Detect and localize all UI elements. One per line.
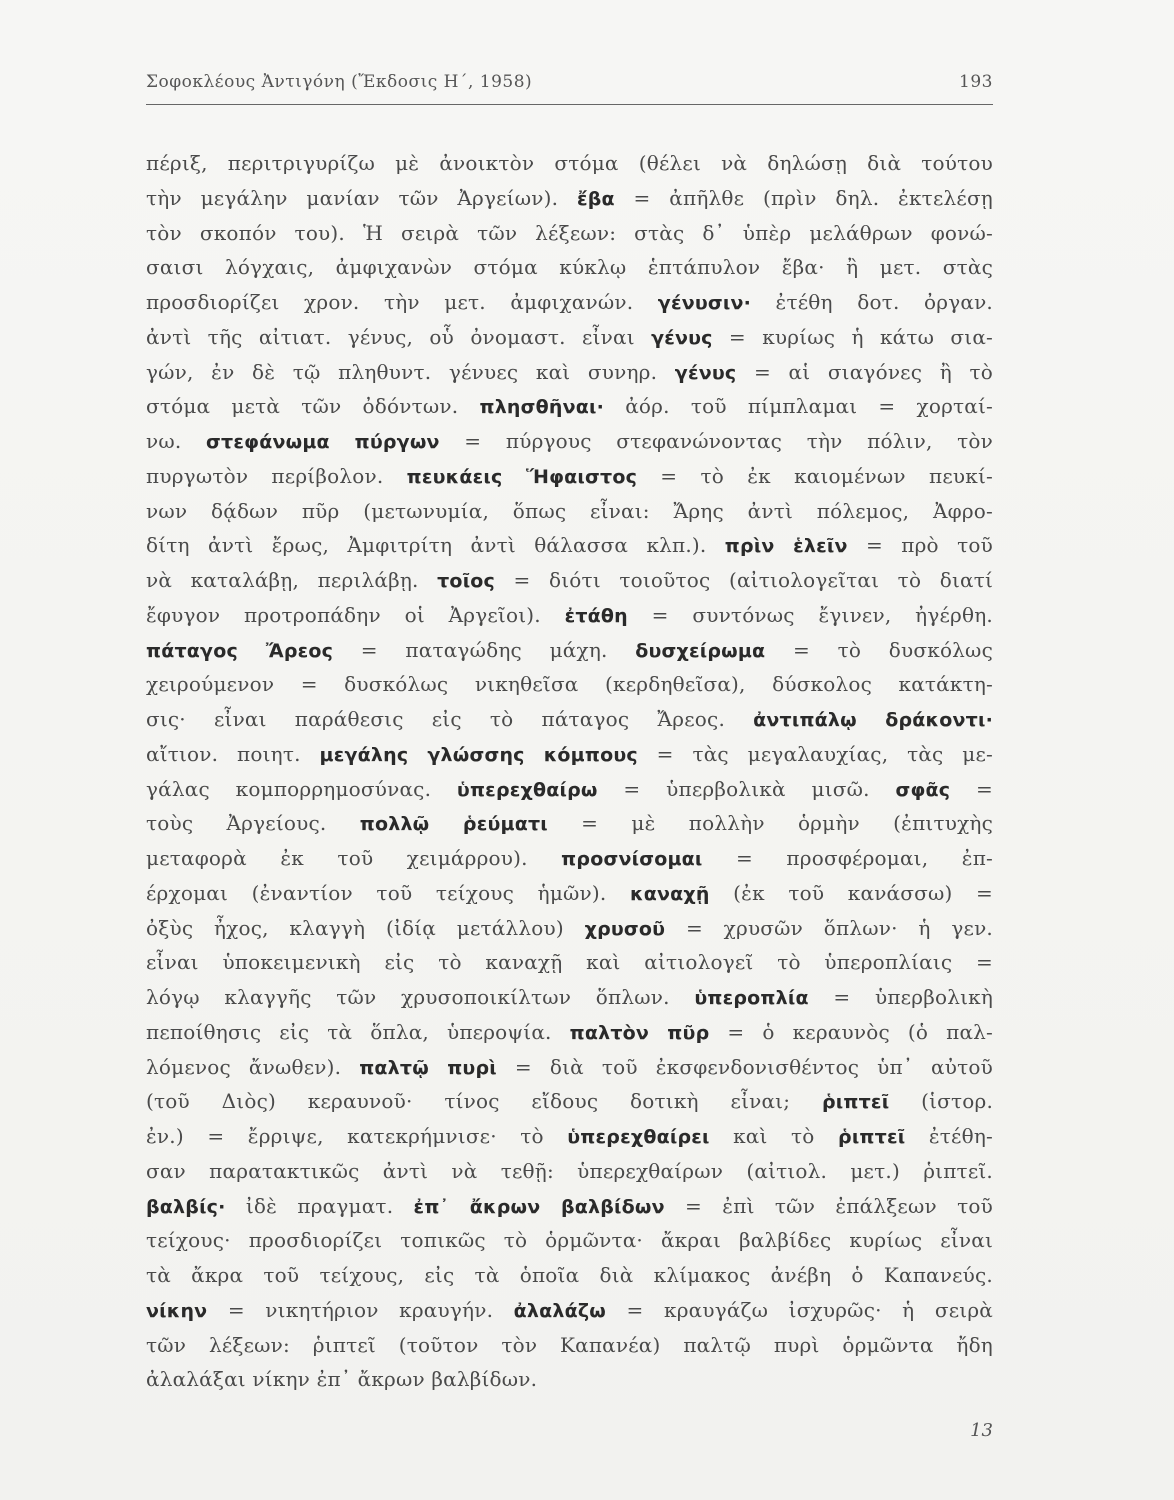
lemma-headword: νίκην [146, 1299, 208, 1322]
lemma-headword: πολλῷ ῥεύματι [359, 813, 548, 836]
lemma-headword: πρὶν ἑλεῖν [724, 535, 848, 558]
gloss-text: προσδιορίζει χρον. τὴν μετ. ἀμφιχανών. [146, 290, 658, 314]
text-line [146, 772, 993, 807]
text-line [146, 459, 993, 494]
text-line [146, 563, 993, 598]
gloss-text: ἐτέθη δοτ. ὀργαν. [751, 290, 993, 314]
gloss-text: = ὑπερβολικὴ [808, 985, 993, 1009]
text-line [146, 528, 993, 563]
lemma-headword: ἐπ᾽ ἄκρων βαλβίδων [413, 1195, 665, 1218]
gloss-text: έρχομαι (ἐναντίον τοῦ τείχους ἡμῶν). [146, 880, 631, 905]
gloss-text: = ὑπερβολικὰ μισῶ. [597, 776, 896, 801]
text-line [146, 216, 993, 251]
gloss-text: γάλας κομπορρημοσύνας. [146, 776, 457, 801]
gloss-text: εἶναι ὑποκειμενικὴ εἰς τὸ καναχῇ καὶ αἰτιολογεῖ τὸ ὑπεροπλίαις = [146, 950, 993, 975]
gloss-text: χειρούμενον = δυσκόλως νικηθεῖσα (κερδηθεῖσα), δύσκολος κατάκτη- [146, 672, 993, 697]
gloss-text: = τὸ ἐκ καιομένων πευκί- [637, 463, 993, 488]
text-line [146, 146, 993, 181]
gloss-text: = χρυσῶν ὅπλων· ἡ γεν. [665, 915, 993, 940]
gloss-text: σαισι λόγχαις, ἀμφιχανὼν στόμα κύκλῳ ἑπτάπυλον ἔβα· ἢ μετ. στὰς [146, 255, 993, 280]
gloss-text: σις· εἶναι παράθεσις εἰς τὸ πάταγος Ἄρεος. [146, 707, 754, 731]
lemma-headword: ῥιπτεῖ [838, 1126, 906, 1148]
gloss-text: = ὁ κεραυνὸς (ὁ παλ- [709, 1019, 993, 1044]
text-line [146, 1328, 993, 1363]
page-header [146, 72, 993, 92]
gloss-text: = κυρίως ἡ κάτω σια- [712, 324, 993, 349]
text-line [146, 389, 993, 424]
lemma-headword: ἀλαλάζω [513, 1299, 607, 1322]
gloss-text: = πρὸ τοῦ [847, 533, 993, 558]
gloss-text: = ἀπῆλθε (πρὶν δηλ. ἐκτελέσῃ [614, 185, 993, 210]
lemma-headword: μεγάλης γλώσσης κόμπους [319, 743, 638, 766]
gloss-text: = τὸ δυσκόλως [765, 637, 993, 662]
gloss-text: πεποίθησις εἰς τὰ ὅπλα, ὑπεροψία. [146, 1019, 570, 1044]
gloss-text: τὸν σκοπόν του). Ἡ σειρὰ τῶν λέξεων: στὰς δ᾽ ὑπὲρ μελάθρων φονώ- [146, 220, 993, 245]
gloss-text: πέριξ, περιτριγυρίζω μὲ ἀνοικτὸν στόμα (θέλει νὰ δηλώσῃ διὰ τούτου [146, 151, 993, 175]
gloss-text: αἴτιον. ποιητ. [146, 741, 320, 766]
lemma-headword: γένυς [674, 361, 737, 384]
gloss-text: (τοῦ Διὸς) κεραυνοῦ· τίνος εἴδους δοτικὴ εἶναι; [146, 1089, 822, 1114]
lemma-headword: ὑπεροπλία [694, 987, 809, 1009]
signature-mark: 13 [970, 1420, 993, 1441]
gloss-text: (ἐκ τοῦ κανάσσω) = [709, 880, 994, 905]
lemma-headword: ὑπερεχθαίρει [567, 1126, 710, 1148]
lemma-headword: παλτῷ πυρὶ [359, 1056, 497, 1079]
gloss-text: τὴν μεγάλην μανίαν τῶν Ἀργείων). [146, 185, 577, 210]
text-line [146, 1189, 993, 1224]
text-line [146, 1015, 993, 1050]
text-line [146, 702, 993, 737]
text-line [146, 1223, 993, 1258]
lemma-headword: γένυσιν· [657, 292, 752, 314]
gloss-text: σαν παρατακτικῶς ἀντὶ νὰ τεθῇ: ὑπερεχθαίρων (αἰτιολ. μετ.) ῥιπτεῖ. [146, 1158, 993, 1183]
lemma-headword: προσνίσομαι [561, 848, 703, 870]
lemma-headword: στεφάνωμα πύργων [206, 431, 440, 453]
gloss-text: νω. [146, 429, 207, 453]
header-rule [146, 104, 993, 105]
text-line [146, 250, 993, 285]
gloss-text: νὰ καταλάβῃ, περιλάβῃ. [146, 568, 438, 592]
lemma-headword: πευκάεις Ἥφαιστος [406, 465, 638, 488]
lemma-headword: πάταγος Ἄρεος [146, 639, 334, 662]
gloss-text: λόγῳ κλαγγῆς τῶν χρυσοποικίλτων ὅπλων. [146, 985, 695, 1009]
page-number: 193 [959, 72, 993, 92]
gloss-text: = μὲ πολλὴν ὁρμὴν (ἐπιτυχὴς [547, 811, 994, 836]
gloss-text: = πύργους στεφανώνοντας τὴν πόλιν, τὸν [439, 429, 994, 453]
gloss-text: ἐν.) = ἔρριψε, κατεκρήμνισε· τὸ [146, 1124, 568, 1148]
gloss-text: = διότι τοιοῦτος (αἰτιολογεῖται τὸ διατί [495, 568, 994, 592]
text-line [146, 181, 993, 216]
running-title: Σοφοκλέους Ἀντιγόνη (Ἔκδοσις Η΄, 1958) [146, 72, 533, 92]
gloss-text: ἐτέθη- [905, 1124, 993, 1148]
gloss-text: = παταγώδης μάχη. [333, 637, 636, 662]
text-line [146, 1258, 993, 1293]
text-line [146, 980, 993, 1015]
lemma-headword: παλτὸν πῦρ [569, 1021, 710, 1044]
gloss-text: = διὰ τοῦ ἐκσφενδονισθέντος ὑπ᾽ αὐτοῦ [496, 1054, 993, 1079]
gloss-text: ἀντὶ τῆς αἰτιατ. γένυς, οὗ ὀνομαστ. εἶναι [146, 324, 652, 349]
gloss-text: = κραυγάζω ἰσχυρῶς· ἡ σειρὰ [606, 1297, 993, 1322]
gloss-text: = αἱ σιαγόνες ἢ τὸ [736, 359, 993, 384]
text-line [146, 667, 993, 702]
gloss-text: = τὰς μεγαλαυχίας, τὰς με- [637, 741, 994, 766]
text-line [146, 424, 993, 459]
gloss-text: γών, ἐν δὲ τῷ πληθυντ. γένυες καὶ συνηρ. [146, 359, 675, 384]
lemma-headword: καναχῇ [630, 882, 710, 905]
text-line [146, 841, 993, 876]
gloss-text: (ἱστορ. [889, 1089, 993, 1114]
gloss-text: ἀλαλάξαι νίκην ἐπ᾽ ἄκρων βαλβίδων. [146, 1367, 538, 1392]
lemma-headword: πλησθῆναι· [479, 396, 605, 419]
text-line [146, 737, 993, 772]
text-line [146, 806, 993, 841]
text-line [146, 285, 993, 320]
commentary-text [146, 146, 993, 1397]
gloss-text: = νικητήριον κραυγήν. [207, 1297, 514, 1322]
gloss-text: = προσφέρομαι, ἐπ- [702, 846, 993, 870]
lemma-headword: σφᾶς [895, 778, 951, 801]
text-line [146, 1119, 993, 1154]
gloss-text: ἰδὲ πραγματ. [225, 1193, 414, 1218]
text-line [146, 1154, 993, 1189]
gloss-text: στόμα μετὰ τῶν ὀδόντων. [146, 394, 480, 419]
lemma-headword: ἀντιπάλῳ δράκοντι· [753, 709, 993, 731]
text-line [146, 633, 993, 668]
lemma-headword: ῥιπτεῖ [821, 1091, 890, 1114]
text-line [146, 876, 993, 911]
gloss-text: νων δᾴδων πῦρ (μετωνυμία, ὅπως εἶναι: Ἄρης ἀντὶ πόλεμος, Ἀφρο- [146, 498, 993, 523]
lemma-headword: χρυσοῦ [584, 917, 666, 940]
text-line [146, 494, 993, 529]
gloss-text: δίτη ἀντὶ ἔρως, Ἀμφιτρίτη ἀντὶ θάλασσα κλπ.). [146, 533, 725, 558]
gloss-text: τὰ ἄκρα τοῦ τείχους, εἰς τὰ ὁποῖα διὰ κλίμακος ἀνέβη ὁ Καπανεύς. [146, 1263, 993, 1287]
text-line [146, 1084, 993, 1119]
gloss-text: καὶ τὸ [709, 1124, 839, 1148]
gloss-text: = συντόνως ἔγινεν, ἠγέρθη. [627, 602, 993, 627]
text-line [146, 945, 993, 980]
text-line [146, 1293, 993, 1328]
text-line [146, 355, 993, 390]
gloss-text: ὀξὺς ἦχος, κλαγγὴ (ἰδίᾳ μετάλλου) [146, 915, 585, 940]
lemma-headword: δυσχείρωμα [635, 639, 766, 662]
text-line [146, 1050, 993, 1085]
gloss-text: = [950, 776, 993, 801]
gloss-text: ἀόρ. τοῦ πίμπλαμαι = χορταί- [604, 394, 994, 419]
gloss-text: = ἐπὶ τῶν ἐπάλξεων τοῦ [664, 1193, 994, 1218]
lemma-headword: βαλβίς· [146, 1195, 226, 1218]
text-line [146, 320, 993, 355]
lemma-headword: ἐτάθη [564, 604, 628, 627]
gloss-text: μεταφορὰ ἐκ τοῦ χειμάρρου). [146, 846, 562, 870]
gloss-text: τοὺς Ἀργείους. [146, 811, 360, 836]
lemma-headword: τοῖος [437, 570, 496, 592]
text-line [146, 911, 993, 946]
lemma-headword: γένυς [651, 326, 713, 349]
lemma-headword: ὑπερεχθαίρω [456, 778, 598, 801]
gloss-text: τῶν λέξεων: ῥιπτεῖ (τοῦτον τὸν Καπανέα) παλτῷ πυρὶ ὁρμῶντα ἤδη [146, 1332, 993, 1357]
lemma-headword: ἔβα [576, 187, 615, 210]
gloss-text: ἔφυγον προτροπάδην οἱ Ἀργεῖοι). [146, 602, 565, 627]
gloss-text: πυργωτὸν περίβολον. [146, 463, 407, 488]
gloss-text: τείχους· προσδιορίζει τοπικῶς τὸ ὁρμῶντα· ἄκραι βαλβίδες κυρίως εἶναι [146, 1228, 993, 1253]
text-line [146, 1362, 993, 1397]
text-line [146, 598, 993, 633]
gloss-text: λόμενος ἄνωθεν). [146, 1054, 360, 1079]
